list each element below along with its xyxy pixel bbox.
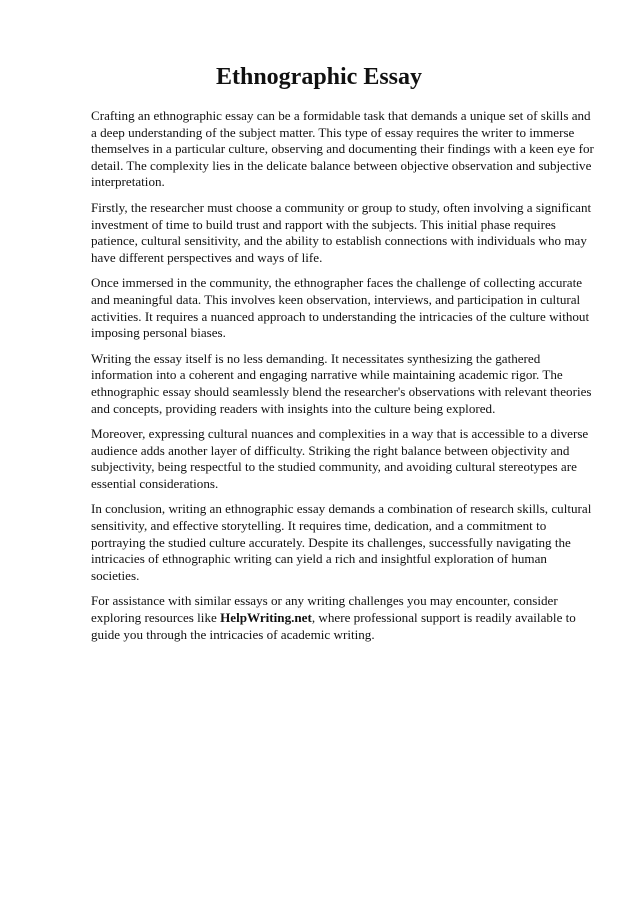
closing-text-before: For assistance with similar essays or any writing challenges you may encounter, consider exploring resources like bbox=[91, 593, 558, 626]
paragraph-choosing-community: Firstly, the researcher must choose a community or group to study, often involving a significant investment of time to build trust and rapport with the subjects. This initial phase requires patience, cultural sensitivity, and the ability to establish connections with individuals who may have different perspectives and ways of life. bbox=[91, 199, 592, 265]
closing-text-after: , where professional support is readily available to guide you through the intricacies of academic writing. bbox=[91, 610, 576, 642]
paragraph-collecting-data: Once immersed in the community, the ethnographer faces the challenge of collecting accurate and meaningful data. This involves keen observation, interviews, and participation in cultural activities. It requires a nuanced approach to understanding the intricacies of the culture without imposing personal biases. bbox=[91, 275, 590, 341]
paragraph-conclusion: In conclusion, writing an ethnographic essay demands a combination of research skills, cultural sensitivity, and effective storytelling. It requires time, dedication, and a commitment to portraying the studied culture accurately. Despite its challenges, successfully navigating the intricacies of ethnographic writing can yield a rich and insightful exploration of human societies. bbox=[91, 501, 592, 583]
page-title: Ethnographic Essay bbox=[215, 64, 423, 90]
paragraph-cultural-nuances: Moreover, expressing cultural nuances and complexities in a way that is accessible to a diverse audience adds another layer of difficulty. Striking the right balance between objectivity and subjectivity, being respectful to the studied community, and avoiding cultural stereotypes are essential considerations. bbox=[91, 426, 589, 491]
paragraph-intro: Crafting an ethnographic essay can be a formidable task that demands a unique set of skills and a deep understanding of the subject matter. This type of essay requires the writer to immerse themselves in a particular culture, observing and documenting their findings with a keen eye for detail. The complexity lies in the delicate balance between objective observation and subjective interpretation. bbox=[91, 108, 594, 190]
helpwriting-link[interactable]: HelpWriting.net bbox=[220, 610, 312, 626]
paragraph-closing bbox=[91, 593, 594, 643]
paragraph-writing-essay: Writing the essay itself is no less demanding. It necessitates synthesizing the gathered information into a coherent and engaging narrative while maintaining academic rigor. The ethnographic essay should seamlessly blend the researcher's observations with relevant theories and concepts, providing readers with insights into the culture being explored. bbox=[91, 350, 592, 416]
